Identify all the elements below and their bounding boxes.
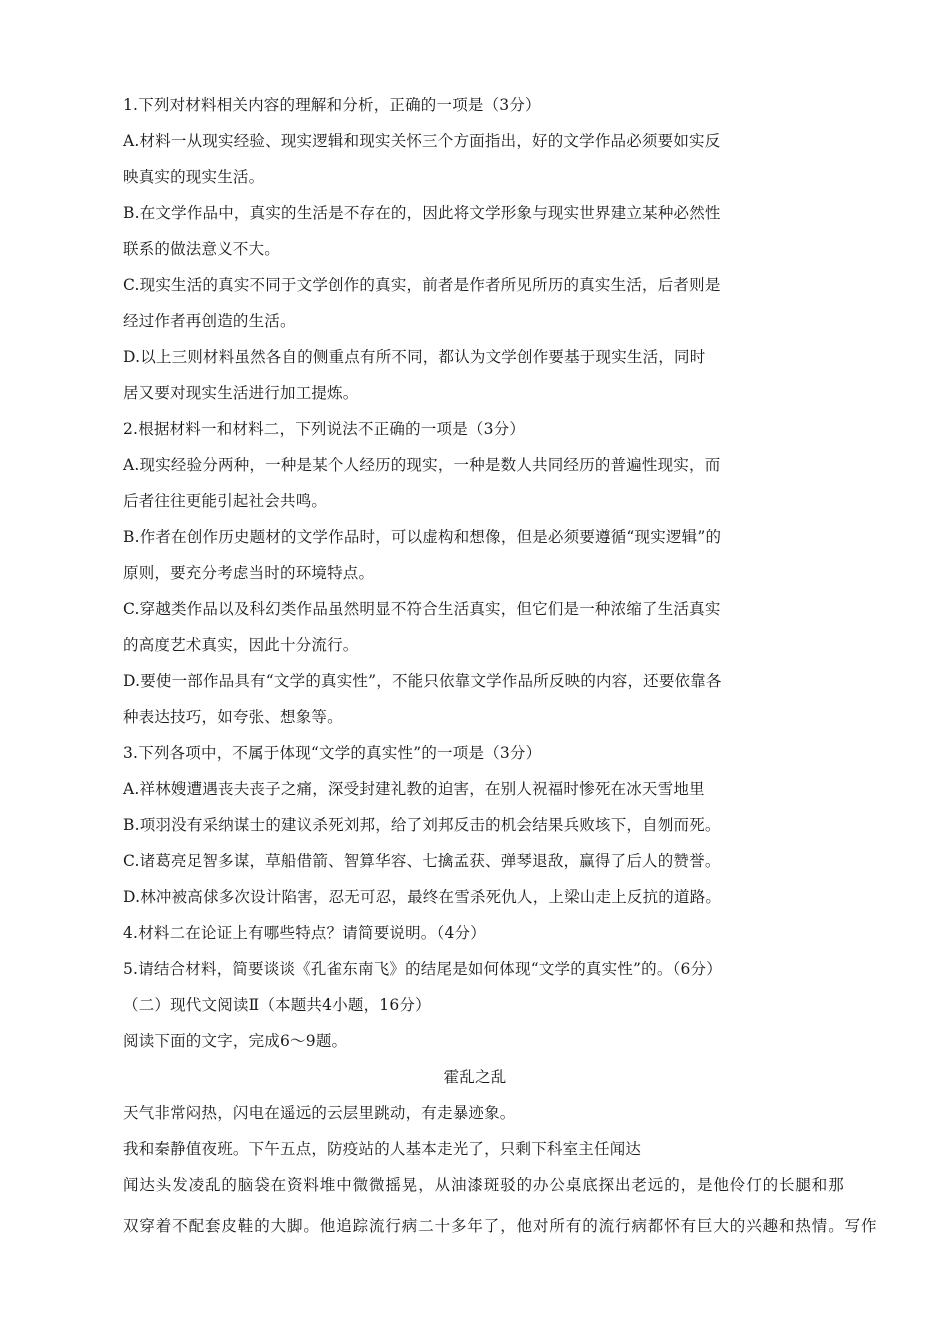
question-2-option-b: B.作者在创作历史题材的文学作品时，可以虚构和想像，但是必须要遵循“现实逻辑”的 — [123, 528, 722, 546]
question-1-option-b-cont: 联系的做法意义不大。 — [123, 240, 281, 258]
question-5: 5.请结合材料，简要谈谈《孔雀东南飞》的结尾是如何体现“文学的真实性”的。（6分） — [123, 960, 722, 978]
question-1-option-d-cont: 居又要对现实生活进行加工提炼。 — [123, 384, 359, 402]
question-3-option-b: B.项羽没有采纳谋士的建议杀死刘邦，给了刘邦反击的机会结果兵败垓下，自刎而死。 — [123, 816, 721, 834]
question-1-option-c: C.现实生活的真实不同于文学创作的真实，前者是作者所见所历的真实生活，后者则是 — [123, 276, 721, 294]
question-1: 1.下列对材料相关内容的理解和分析，正确的一项是（3分） — [123, 96, 541, 114]
question-2-option-c: C.穿越类作品以及科幻类作品虽然明显不符合生活真实，但它们是一种浓缩了生活真实 — [123, 600, 721, 618]
question-3-option-a: A.祥林嫂遭遇丧夫丧子之痛，深受封建礼教的迫害，在别人祝福时惨死在冰天雪地里 — [123, 780, 705, 798]
question-1-option-a-cont: 映真实的现实生活。 — [123, 168, 265, 186]
story-paragraph-3: 闻达头发凌乱的脑袋在资料堆中微微摇晃，从油漆斑驳的办公桌底探出老远的，是他伶仃的长腿和那 — [123, 1176, 845, 1194]
question-3: 3.下列各项中，不属于体现“文学的真实性”的一项是（3分） — [123, 744, 542, 762]
question-2-option-d-cont: 种表达技巧，如夸张、想象等。 — [123, 708, 343, 726]
question-2-option-d: D.要使一部作品具有“文学的真实性”，不能只依靠文学作品所反映的内容，还要依靠各 — [123, 672, 722, 690]
question-3-option-d: D.林冲被高俅多次设计陷害，忍无可忍，最终在雪杀死仇人，上梁山走上反抗的道路。 — [123, 888, 722, 906]
question-1-option-b: B.在文学作品中，真实的生活是不存在的，因此将文学形象与现实世界建立某种必然性 — [123, 204, 721, 222]
story-paragraph-1: 天气非常闷热，闪电在遥远的云层里跳动，有走暴迹象。 — [123, 1104, 516, 1122]
section-heading: （二）现代文阅读Ⅱ（本题共4小题，16分） — [123, 996, 431, 1014]
question-2-option-a-cont: 后者往往更能引起社会共鸣。 — [123, 492, 328, 510]
question-2: 2.根据材料一和材料二，下列说法不正确的一项是（3分） — [123, 420, 526, 438]
story-paragraph-3-cont: 双穿着不配套皮鞋的大脚。他追踪流行病二十多年了，他对所有的流行病都怀有巨大的兴趣和热情。写作 — [123, 1217, 878, 1235]
story-paragraph-2: 我和秦静值夜班。下午五点，防疫站的人基本走光了，只剩下科室主任闻达 — [123, 1140, 642, 1158]
question-2-option-a: A.现实经验分两种，一种是某个人经历的现实，一种是数人共同经历的普遍性现实，而 — [123, 456, 721, 474]
question-4: 4.材料二在论证上有哪些特点？请简要说明。（4分） — [123, 924, 486, 942]
question-2-option-b-cont: 原则，要充分考虑当时的环境特点。 — [123, 564, 375, 582]
question-1-option-a: A.材料一从现实经验、现实逻辑和现实关怀三个方面指出，好的文学作品必须要如实反 — [123, 132, 721, 150]
question-1-option-d: D.以上三则材料虽然各自的侧重点有所不同，都认为文学创作要基于现实生活，同时 — [123, 348, 706, 366]
story-title: 霍乱之乱 — [443, 1068, 507, 1086]
reading-instruction: 阅读下面的文字，完成6～9题。 — [123, 1032, 348, 1050]
question-1-option-c-cont: 经过作者再创造的生活。 — [123, 312, 296, 330]
question-2-option-c-cont: 的高度艺术真实，因此十分流行。 — [123, 636, 359, 654]
question-3-option-c: C.诸葛亮足智多谋，草船借箭、智算华容、七擒孟获、弹琴退敌，赢得了后人的赞誉。 — [123, 852, 721, 870]
